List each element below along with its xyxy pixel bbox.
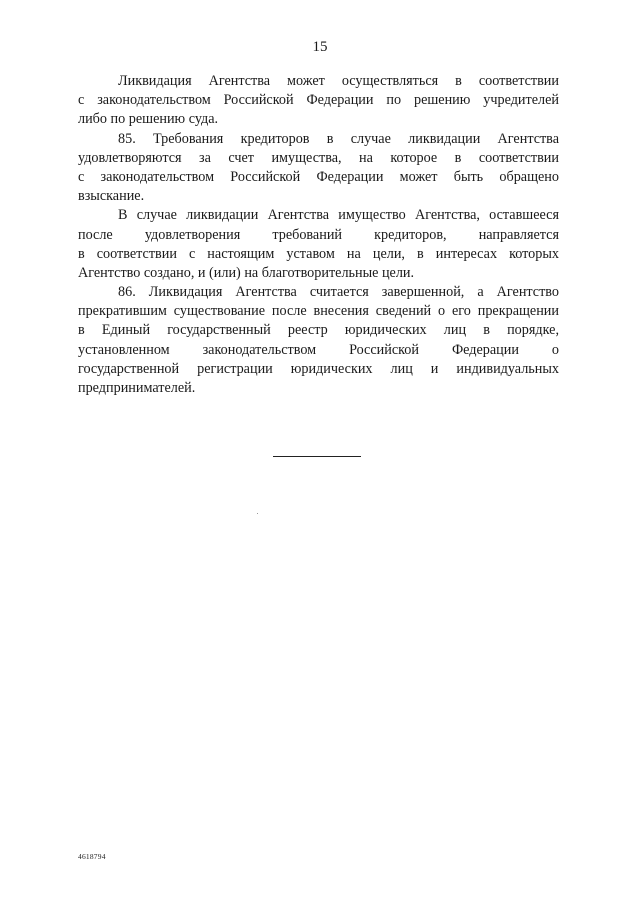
paragraph-property-distribution bbox=[78, 206, 559, 283]
paragraph-liquidation-basis bbox=[78, 72, 559, 130]
text-line: Агентство создано, и (или) на благотворительные цели. bbox=[78, 264, 415, 281]
text-line: 85. Требования кредиторов в случае ликвидации Агентства bbox=[118, 130, 559, 147]
text-line: установленном законодательством Российской Федерации о bbox=[78, 341, 559, 358]
text-line: Ликвидация Агентства может осуществляться в соответствии bbox=[118, 73, 559, 89]
text-line: в соответствии с настоящим уставом на цели, в интересах которых bbox=[78, 245, 559, 262]
text-line: взыскание. bbox=[78, 188, 145, 205]
paragraph-86 bbox=[78, 283, 559, 398]
scan-speck bbox=[257, 513, 258, 514]
text-line: 86. Ликвидация Агентства считается завершенной, а Агентство bbox=[118, 284, 559, 301]
page-number: 15 bbox=[312, 39, 328, 55]
document-code: 4618794 bbox=[78, 852, 106, 861]
text-line: прекратившим существование после внесения сведений о его прекращении bbox=[78, 303, 559, 320]
text-line: в Единый государственный реестр юридических лиц в порядке, bbox=[78, 322, 559, 339]
text-line: государственной регистрации юридических лиц и индивидуальных bbox=[78, 360, 559, 377]
text-line: с законодательством Российской Федерации может быть обращено bbox=[78, 168, 559, 185]
text-line: В случае ликвидации Агентства имущество Агентства, оставшееся bbox=[118, 207, 559, 224]
document-body bbox=[78, 72, 559, 398]
end-separator-line bbox=[273, 456, 361, 457]
text-line: после удовлетворения требований кредиторов, направляется bbox=[78, 226, 559, 243]
text-line: предпринимателей. bbox=[78, 380, 196, 396]
paragraph-85 bbox=[78, 130, 559, 207]
text-line: либо по решению суда. bbox=[78, 111, 219, 128]
text-line: удовлетворяются за счет имущества, на которое в соответствии bbox=[78, 149, 559, 166]
text-line: с законодательством Российской Федерации по решению учредителей bbox=[78, 92, 559, 109]
